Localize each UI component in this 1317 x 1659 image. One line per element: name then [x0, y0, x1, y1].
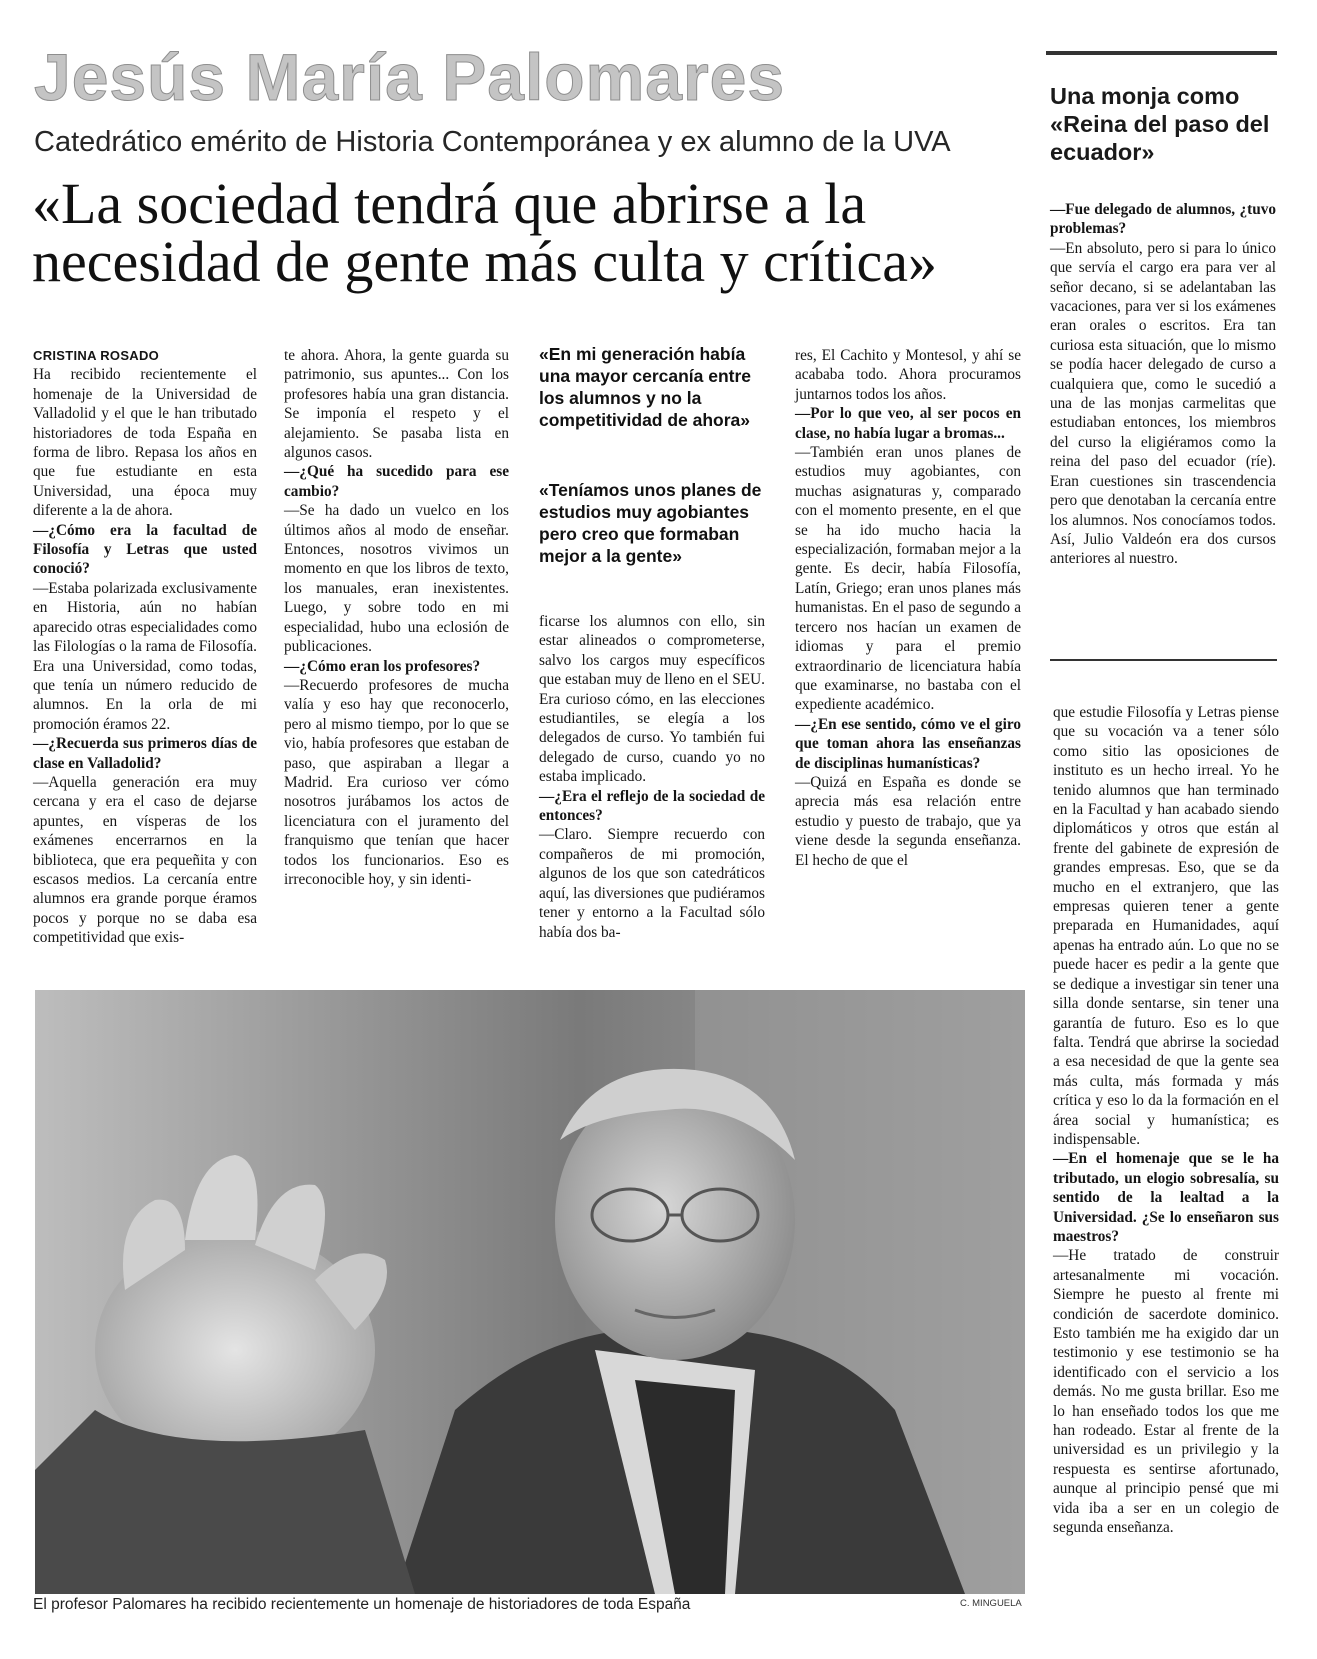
pull-quote-1: «En mi generación había una mayor cercanía entre los alumnos y no la competitividad de ahora»	[539, 344, 752, 430]
question: —¿Recuerda sus primeros días de clase en Valladolid?	[33, 735, 257, 772]
article-column-2	[284, 346, 509, 889]
sidebar-body	[1050, 200, 1276, 569]
byline: CRISTINA ROSADO	[33, 348, 160, 363]
portrait-illustration	[35, 990, 1025, 1594]
paragraph: —También eran unos planes de estudios muy agobiantes, con muchas asignaturas y, comparado con el momento presente, en el que se ha ido mucho hacia la especialización, formaban mejor a la gente. Es decir, había Filosofía, Latín, Griego; eran unos planes más humanistas. En el paso de segundo a tercero nos hacían un examen de idiomas y para el premio extraordinario de licenciatura había que examinarse, no bastaba con el expediente académico.	[795, 444, 1021, 714]
sidebar-bottom-rule	[1050, 659, 1277, 661]
paragraph: res, El Cachito y Montesol, y ahí se acababa todo. Ahora procuramos juntarnos todos los años.	[795, 347, 1021, 403]
sidebar-title: Una monja como «Reina del paso del ecuador»	[1050, 83, 1270, 165]
question: —¿Cómo eran los profesores?	[284, 657, 481, 675]
portrait-photo	[35, 990, 1025, 1594]
column-1-body	[33, 365, 257, 947]
paragraph: —Recuerdo profesores de mucha valía y eso hay que reconocerlo, pero al mismo tiempo, por lo que se vio, había profesores que estaban de paso, que aspiraban a llegar a Madrid. Era curioso ver cómo nosotros jurábamos los actos de licenciatura con el juramento del franquismo que tenían que hacer todos los funcionarios. Eso es irreconocible hoy, y sin identi-	[284, 676, 509, 888]
interviewee-name: Jesús María Palomares	[34, 40, 786, 114]
paragraph: que estudie Filosofía y Letras piense que su vocación va a tener sólo como sitio las oposiciones de instituto es un hecho irreal. Yo he tenido alumnos que han terminado en la Facultad y han acabado siendo diplomáticos y otros que están al frente del gabinete de expresión de grandes empresas. Eso, que se da mucho en el extranjero, que las empresas quieren tener a gente preparada en Humanidades, aquí apenas ha entrado aún. Lo que no se puede hacer es pedir a la gente que se dedique a investigar sin tener una silla donde sentarse, sin tener una garantía de futuro. Eso es lo que falta. Tendrá que abrirse la sociedad a esa necesidad de que la gente sea más culta, más formada y más crítica y eso lo da la formación en el área social y humanística; es indispensable.	[1053, 704, 1279, 1148]
interviewee-subtitle: Catedrático emérito de Historia Contemporánea y ex alumno de la UVA	[34, 126, 951, 158]
article-column-4	[795, 346, 1021, 870]
column-3-body	[539, 612, 765, 942]
column-4-body	[795, 346, 1021, 870]
headline: «La sociedad tendrá que abrirse a la necesidad de gente más culta y crítica»	[32, 171, 938, 294]
column-5-body	[1053, 703, 1279, 1537]
paragraph: —En absoluto, pero si para lo único que servía el cargo era para ver al señor decano, si se adelantaban las vacaciones, para ver si los exámenes eran orales o escritos. Era tan curiosa esta situación, que lo mismo se podía hacer delegado de curso a cualquiera que, como le sucedió a una de las monjas carmelitas que estudiaban entonces, los miembros del curso la eligiéramos como la reina del paso del ecuador (ríe). Eran cuestiones sin trascendencia pero que denotaban la cercanía entre los alumnos. Nos conocíamos todos. Así, Julio Valdeón era dos cursos anteriores al nuestro.	[1050, 239, 1276, 568]
paragraph: —Se ha dado un vuelco en los últimos años al modo de enseñar. Entonces, nosotros vivimos un momento en que los libros de texto, los manuales, eran inexistentes. Luego, y sobre todo en mi especialidad, hubo una eclosión de publicaciones.	[284, 502, 509, 656]
pull-quote-2: «Teníamos unos planes de estudios muy agobiantes pero creo que formaban mejor a la gente»	[539, 480, 762, 566]
column-2-body	[284, 346, 509, 889]
paragraph: —Aquella generación era muy cercana y era el caso de dejarse apuntes, en vísperas de los exámenes encerrarnos en la biblioteca, que era pequeñita y con escasos medios. La cercanía entre alumnos era grande porque éramos pocos y porque no se daba esa competitividad que exis-	[33, 773, 257, 947]
paragraph: —He tratado de construir artesanalmente mi vocación. Siempre he puesto al frente mi condición de sacerdote dominico. Esto también me ha exigido dar un testimonio y ese testimonio se ha identificado con el servicio a los demás. No me gusta brillar. Eso me lo han enseñado todos los que me han rodeado. Estar al frente de la universidad es un privilegio y la respuesta es sentirse afortunado, aunque al principio pensé que mi vida iba a ser en un colegio de segunda enseñanza.	[1053, 1247, 1279, 1537]
question: —¿Cómo era la facultad de Filosofía y Letras que usted conoció?	[33, 521, 257, 578]
question: —En el homenaje que se le ha tributado, un elogio sobresalía, su sentido de la lealtad a la Universidad. ¿Se lo enseñaron sus maestros?	[1053, 1150, 1279, 1245]
paragraph: Ha recibido recientemente el homenaje de la Universidad de Valladolid y el que le han tributado historiadores de toda España en forma de libro. Repasa los años en que fue estudiante en esta Universidad, una época muy diferente a la de ahora.	[33, 366, 257, 520]
question: —Por lo que veo, al ser pocos en clase, no había lugar a bromas...	[795, 405, 1021, 442]
article-column-5	[1053, 703, 1279, 1537]
paragraph: —Quizá en España es donde se aprecia más esa relación entre estudio y puesto de trabajo, que ya viene desde la segunda enseñanza. El hecho de que el	[795, 773, 1021, 869]
photo-caption: El profesor Palomares ha recibido recientemente un homenaje de historiadores de toda España	[33, 1596, 691, 1613]
photo-credit: C. MINGUELA	[960, 1598, 1022, 1609]
sidebar-top-rule	[1046, 51, 1277, 55]
paragraph: —Estaba polarizada exclusivamente en Historia, aún no habían aparecido otras especialidades como las Filologías o la rama de Filosofía. Era una Universidad, como todas, que tenía un número reducido de alumnos. En la orla de mi promoción éramos 22.	[33, 579, 257, 733]
question: —¿Qué ha sucedido para ese cambio?	[284, 463, 509, 500]
paragraph: ficarse los alumnos con ello, sin estar alineados o comprometerse, salvo los cargos muy específicos que estaban muy de lleno en el SEU. Era curioso cómo, en las elecciones estudiantiles, se elegía a los delegados de curso. Yo también fui delegado de curso, cuando yo no estaba implicado.	[539, 613, 765, 786]
question: —¿Era el reflejo de la sociedad de entonces?	[539, 787, 765, 825]
paragraph: —Claro. Siempre recuerdo con compañeros de mi promoción, algunos de los que son catedráticos aquí, las diversiones que pudiéramos tener y entorno a la Facultad sólo había dos ba-	[539, 826, 765, 941]
sidebar-box	[1050, 200, 1276, 569]
question: —¿En ese sentido, cómo ve el giro que toman ahora las enseñanzas de disciplinas humanísticas?	[795, 715, 1021, 772]
paragraph: te ahora. Ahora, la gente guarda su patrimonio, sus apuntes... Con los profesores había una gran distancia. Se imponía el respeto y el alejamiento. Se pasaba lista en algunos casos.	[284, 347, 509, 462]
article-column-1	[33, 346, 257, 948]
article-column-3	[539, 612, 765, 942]
question: —Fue delegado de alumnos, ¿tuvo problemas?	[1050, 201, 1276, 238]
